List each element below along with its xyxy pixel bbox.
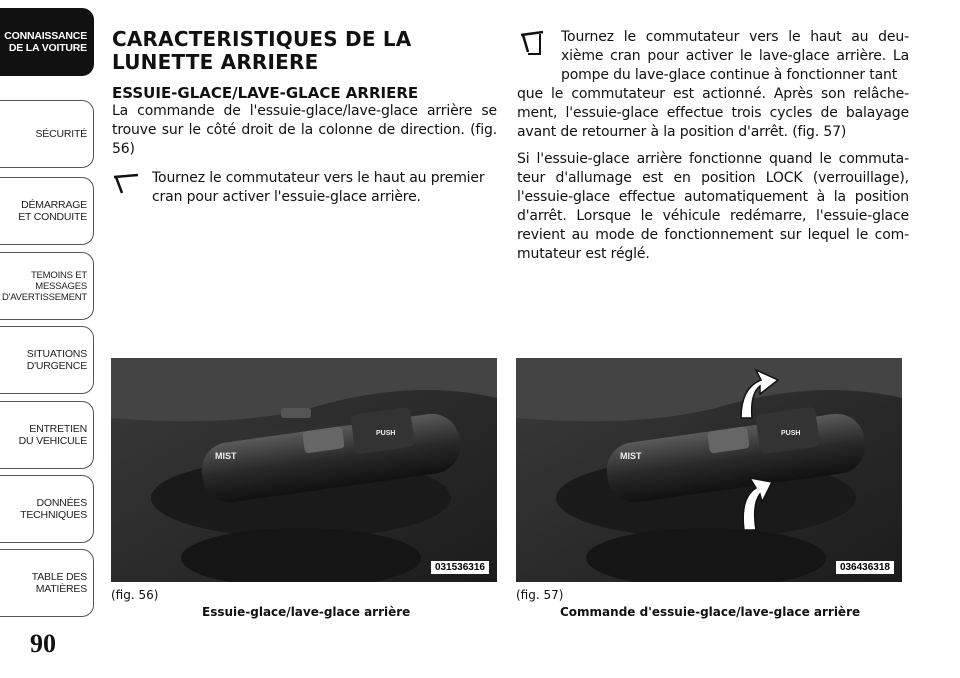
tab-label: SÉCURITÉ xyxy=(35,128,87,140)
right-column xyxy=(517,28,909,264)
tab-label: ENTRETIEN DU VEHICULE xyxy=(18,423,87,447)
left-column xyxy=(112,28,497,207)
tab-temoins-et-messages[interactable] xyxy=(0,252,94,320)
figure-57-photo xyxy=(516,358,902,582)
note-text: Tournez le commutateur vers le haut au deu-xième cran pour activer le lave-glace arrière. La pompe du lave-glace continue à fonctionner tant xyxy=(561,29,909,83)
stalk-illustration xyxy=(516,358,902,582)
paragraph: La commande de l'essuie-glace/lave-glace arrière se trouve sur le côté droit de la colonne de direction. (fig. 56) xyxy=(112,103,497,157)
stalk-mist-label: MIST xyxy=(620,451,642,461)
figure-number: (fig. 56) xyxy=(111,588,159,602)
tab-table-des-matieres[interactable] xyxy=(0,549,94,617)
tab-entretien-du-vehicule[interactable] xyxy=(0,401,94,469)
chapter-sidebar xyxy=(0,0,97,678)
tab-label: DÉMARRAGE ET CONDUITE xyxy=(18,199,87,223)
washer-icon xyxy=(519,30,545,56)
tab-label: SITUATIONS D'URGENCE xyxy=(26,348,87,372)
tab-label: DONNÉES TECHNIQUES xyxy=(20,497,87,521)
tab-label: CONNAISSANCE DE LA VOITURE xyxy=(4,30,87,54)
section-title: CARACTERISTIQUES DE LA LUNETTE ARRIERE xyxy=(112,27,412,74)
push-label: PUSH xyxy=(781,430,801,437)
tab-donnees-techniques[interactable] xyxy=(0,475,94,543)
figure-caption: Essuie-glace/lave-glace arrière xyxy=(202,605,411,619)
page-number: 90 xyxy=(30,629,56,658)
paragraph: Si l'essuie-glace arrière fonctionne quand le commuta-teur d'allumage est en position LOCK (verrouillage), l'essuie-glace effectue automatiquement à la position d'arrêt. Lorsque le véhicule redémarre, l'essuie-glace revient au mode de fonctionnement sur lequel le com-mutateur est réglé. xyxy=(517,151,909,262)
tab-situations-d-urgence[interactable] xyxy=(0,326,94,394)
wiper-icon xyxy=(112,173,140,197)
note-text: Tournez le commutateur vers le haut au premier cran pour activer l'essuie-glace arrière. xyxy=(152,170,485,205)
stalk-mist-label: MIST xyxy=(215,451,237,461)
figure-caption: Commande d'essuie-glace/lave-glace arrière xyxy=(560,605,861,619)
tab-demarrage-et-conduite[interactable] xyxy=(0,177,94,245)
tab-label: TABLE DES MATIÈRES xyxy=(31,571,87,595)
figure-code: 031536316 xyxy=(431,561,489,574)
figure-56-photo xyxy=(111,358,497,582)
section-subtitle: ESSUIE-GLACE/LAVE-GLACE ARRIERE xyxy=(112,84,419,102)
push-label: PUSH xyxy=(376,430,396,437)
paragraph: que le commutateur est actionné. Après son relâche-ment, l'essuie-glace effectue trois cycles de balayage avant de retourner à la position d'arrêt. (fig. 57) xyxy=(517,86,909,140)
tab-securite[interactable] xyxy=(0,100,94,168)
figure-number: (fig. 57) xyxy=(516,588,564,602)
note-block xyxy=(517,28,909,85)
tab-label: TEMOINS ET MESSAGES D'AVERTISSEMENT xyxy=(1,269,87,303)
tab-connaissance-de-la-voiture[interactable] xyxy=(0,8,94,76)
stalk-illustration xyxy=(111,358,497,582)
note-block xyxy=(112,169,497,207)
figure-code: 036436318 xyxy=(836,561,894,574)
